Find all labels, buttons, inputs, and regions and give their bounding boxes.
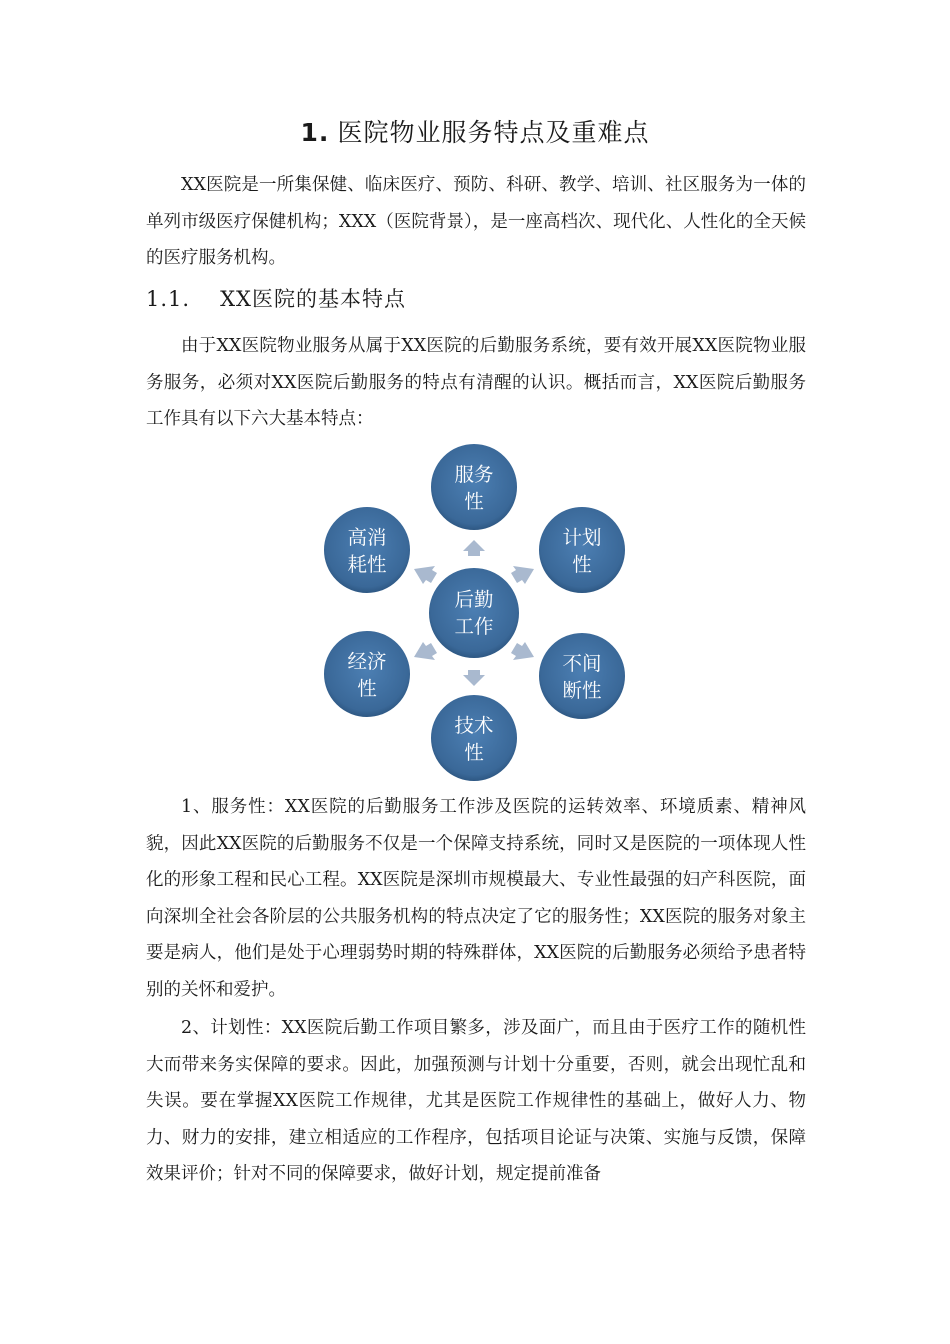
arrow-to-continuous — [511, 642, 534, 660]
node-plan-line2: 性 — [572, 553, 592, 576]
section-heading — [146, 284, 406, 314]
arrow-to-plan — [511, 566, 534, 584]
node-service-line2: 性 — [464, 490, 484, 513]
node-consumption-line2: 耗性 — [347, 553, 387, 576]
center-label-line2: 工作 — [454, 615, 494, 638]
node-consumption-circle — [323, 506, 411, 594]
logistics-diagram — [318, 442, 634, 784]
node-tech-circle — [430, 694, 518, 782]
node-service-line1: 服务 — [454, 463, 494, 486]
section-title: XX医院的基本特点 — [220, 287, 406, 311]
chapter-number: 1. — [300, 118, 330, 147]
node-economy-line2: 性 — [357, 677, 377, 700]
arrow-to-economy — [414, 642, 437, 660]
point-service-paragraph: 1、服务性：XX医院的后勤服务工作涉及医院的运转效率、环境质素、精神风貌，因此XX医院的后勤服务不仅是一个保障支持系统，同时又是医院的一项体现人性化的形象工程和民心工程。XX医院是深圳市规模最大、专业性最强的妇产科医院，面向深圳全社会各阶层的公共服务机构的特点决定了它的服务性；XX医院的服务对象主要是病人，他们是处于心理弱势时期的特殊群体，XX医院的后勤服务必须给予患者特别的关怀和爱护。 — [146, 797, 806, 1000]
node-tech-line2: 性 — [464, 741, 484, 764]
arrow-to-service — [463, 540, 485, 556]
node-consumption-line1: 高消 — [347, 526, 387, 549]
node-plan-line1: 计划 — [562, 526, 602, 549]
node-economy-line1: 经济 — [347, 650, 387, 673]
chapter-title: 医院物业服务特点及重难点 — [337, 118, 650, 147]
node-plan-circle — [538, 506, 626, 594]
center-circle — [428, 567, 520, 659]
center-label-line1: 后勤 — [454, 588, 494, 611]
arrow-to-consumption — [414, 566, 437, 584]
intro-paragraph: XX医院是一所集保健、临床医疗、预防、科研、教学、培训、社区服务为一体的单列市级医疗保健机构；XXX（医院背景），是一座高档次、现代化、人性化的全天候的医疗服务机构。 — [146, 175, 806, 268]
node-continuous-line2: 断性 — [562, 679, 602, 702]
node-economy-circle — [323, 630, 411, 718]
chapter-heading — [0, 116, 950, 150]
node-continuous-circle — [538, 632, 626, 720]
arrow-to-tech — [463, 670, 485, 686]
section-paragraph: 由于XX医院物业服务从属于XX医院的后勤服务系统，要有效开展XX医院物业服务服务，必须对XX医院后勤服务的特点有清醒的认识。概括而言，XX医院后勤服务工作具有以下六大基本特点： — [146, 336, 806, 429]
node-service-circle — [430, 443, 518, 531]
node-tech-line1: 技术 — [454, 714, 494, 737]
section-number: 1.1. — [146, 287, 191, 311]
point-plan-paragraph: 2、计划性：XX医院后勤工作项目繁多，涉及面广，而且由于医疗工作的随机性大而带来务实保障的要求。因此，加强预测与计划十分重要，否则，就会出现忙乱和失误。要在掌握XX医院工作规律，尤其是医院工作规律性的基础上，做好人力、物力、财力的安排，建立相适应的工作程序，包括项目论证与决策、实施与反馈，保障效果评价；针对不同的保障要求，做好计划，规定提前准备 — [146, 1018, 806, 1184]
node-continuous-line1: 不间 — [562, 652, 602, 675]
diagram-svg — [318, 442, 634, 784]
